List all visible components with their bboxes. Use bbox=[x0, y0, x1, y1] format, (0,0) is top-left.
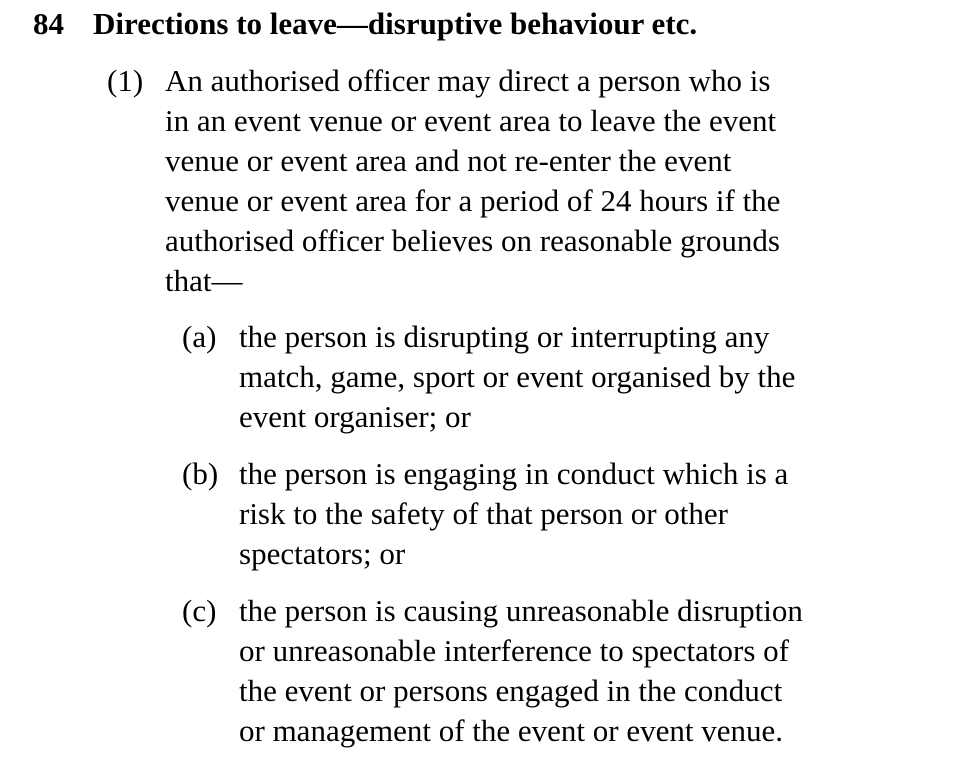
section-number: 84 bbox=[33, 6, 64, 41]
section-title: Directions to leave—disruptive behaviour etc. bbox=[93, 6, 698, 41]
subsection-text bbox=[165, 61, 865, 301]
subsection-line: in an event venue or event area to leave the event bbox=[165, 103, 777, 138]
paragraph-line: or unreasonable interference to spectators of bbox=[239, 633, 789, 668]
paragraph-line: risk to the safety of that person or other bbox=[239, 496, 728, 531]
paragraph-line: event organiser; or bbox=[239, 399, 471, 434]
paragraph-label: (a) bbox=[182, 319, 217, 354]
paragraph-line: spectators; or bbox=[239, 536, 406, 571]
paragraph-line: the person is disrupting or interrupting any bbox=[239, 319, 770, 354]
paragraph-label: (c) bbox=[182, 593, 217, 628]
subsection-line: venue or event area for a period of 24 hours if the bbox=[165, 183, 781, 218]
subsection-line: venue or event area and not re-enter the event bbox=[165, 143, 732, 178]
subsection-label: (1) bbox=[107, 63, 144, 98]
paragraph-line: the person is engaging in conduct which is a bbox=[239, 456, 789, 491]
paragraph-line: or management of the event or event venue. bbox=[239, 713, 783, 748]
paragraph-line: match, game, sport or event organised by the bbox=[239, 359, 796, 394]
subsection-line: that— bbox=[165, 263, 243, 298]
paragraph-text bbox=[239, 591, 899, 751]
paragraph-text bbox=[239, 317, 899, 437]
subsection-line: authorised officer believes on reasonable grounds bbox=[165, 223, 780, 258]
paragraph-line: the event or persons engaged in the conduct bbox=[239, 673, 783, 708]
paragraph-text bbox=[239, 454, 899, 574]
section-heading bbox=[33, 4, 697, 44]
subsection-line: An authorised officer may direct a person who is bbox=[165, 63, 771, 98]
paragraph-line: the person is causing unreasonable disruption bbox=[239, 593, 803, 628]
paragraph-label: (b) bbox=[182, 456, 219, 491]
